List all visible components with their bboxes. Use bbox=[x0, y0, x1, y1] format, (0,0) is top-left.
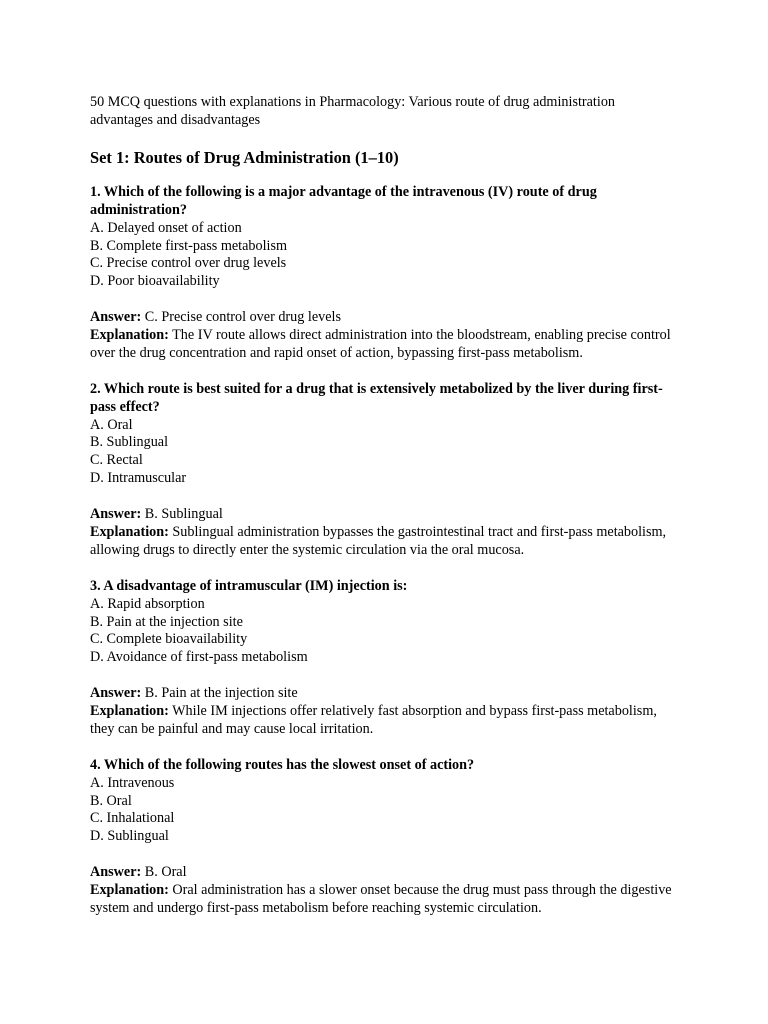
option-item: A. Delayed onset of action bbox=[90, 219, 242, 236]
option-item: C. Complete bioavailability bbox=[90, 631, 248, 648]
question-block bbox=[90, 757, 680, 918]
answer-value: B. Oral bbox=[144, 864, 187, 881]
option-item: A. Oral bbox=[90, 416, 133, 433]
option-item: D. Sublingual bbox=[90, 828, 169, 845]
option-item: C. Inhalational bbox=[90, 810, 175, 827]
question-block bbox=[90, 578, 680, 739]
explanation-line bbox=[90, 703, 680, 739]
answer-line bbox=[90, 864, 680, 882]
explanation-line bbox=[90, 882, 680, 918]
options-list bbox=[90, 220, 680, 292]
answer-block bbox=[90, 864, 680, 918]
explanation-text: Oral administration has a slower onset because the drug must pass through the digestive system and undergo first-pass metabolism before reaching systemic circulation. bbox=[90, 882, 672, 916]
answer-label: Answer: bbox=[90, 506, 142, 523]
option-item: C. Rectal bbox=[90, 452, 143, 469]
answer-block bbox=[90, 685, 680, 739]
set-title: Set 1: Routes of Drug Administration (1–10) bbox=[90, 147, 399, 167]
option-item: D. Intramuscular bbox=[90, 470, 187, 487]
answer-block bbox=[90, 309, 680, 363]
question-text: 1. Which of the following is a major advantage of the intravenous (IV) route of drug administration? bbox=[90, 183, 597, 218]
question-text: 3. A disadvantage of intramuscular (IM) injection is: bbox=[90, 577, 408, 594]
option-item: B. Oral bbox=[90, 792, 132, 809]
option-item: D. Poor bioavailability bbox=[90, 273, 220, 290]
options-list bbox=[90, 596, 680, 668]
explanation-text: While IM injections offer relatively fast absorption and bypass first-pass metabolism, they can be painful and may cause local irritation. bbox=[90, 703, 657, 737]
answer-line bbox=[90, 309, 680, 327]
question-block bbox=[90, 184, 680, 363]
option-item: A. Intravenous bbox=[90, 774, 175, 791]
explanation-label: Explanation: bbox=[90, 523, 169, 540]
options-list bbox=[90, 775, 680, 847]
explanation-label: Explanation: bbox=[90, 703, 169, 720]
answer-value: C. Precise control over drug levels bbox=[144, 309, 341, 326]
answer-line bbox=[90, 685, 680, 703]
option-item: A. Rapid absorption bbox=[90, 595, 205, 612]
question-block bbox=[90, 381, 680, 560]
explanation-text: The IV route allows direct administration into the bloodstream, enabling precise control over the drug concentration and rapid onset of action, bypassing first-pass metabolism. bbox=[90, 327, 671, 361]
question-text: 4. Which of the following routes has the slowest onset of action? bbox=[90, 756, 475, 773]
explanation-line bbox=[90, 327, 680, 363]
answer-label: Answer: bbox=[90, 864, 142, 881]
explanation-line bbox=[90, 524, 680, 560]
question-text: 2. Which route is best suited for a drug that is extensively metabolized by the liver during first-pass effect? bbox=[90, 380, 663, 415]
option-item: C. Precise control over drug levels bbox=[90, 255, 287, 272]
options-list bbox=[90, 417, 680, 489]
option-item: B. Sublingual bbox=[90, 434, 169, 451]
answer-value: B. Pain at the injection site bbox=[144, 685, 298, 702]
explanation-label: Explanation: bbox=[90, 882, 169, 899]
answer-line bbox=[90, 506, 680, 524]
option-item: B. Pain at the injection site bbox=[90, 613, 243, 630]
explanation-text: Sublingual administration bypasses the gastrointestinal tract and first-pass metabolism, allowing drugs to directly enter the systemic circulation via the oral mucosa. bbox=[90, 523, 667, 558]
document-intro: 50 MCQ questions with explanations in Pharmacology: Various route of drug administration advantages and disadvantages bbox=[90, 94, 616, 128]
document-page bbox=[90, 94, 680, 936]
answer-block bbox=[90, 506, 680, 560]
answer-label: Answer: bbox=[90, 685, 142, 702]
explanation-label: Explanation: bbox=[90, 327, 169, 344]
answer-value: B. Sublingual bbox=[144, 506, 223, 523]
option-item: D. Avoidance of first-pass metabolism bbox=[90, 649, 308, 666]
option-item: B. Complete first-pass metabolism bbox=[90, 237, 288, 254]
answer-label: Answer: bbox=[90, 309, 142, 326]
